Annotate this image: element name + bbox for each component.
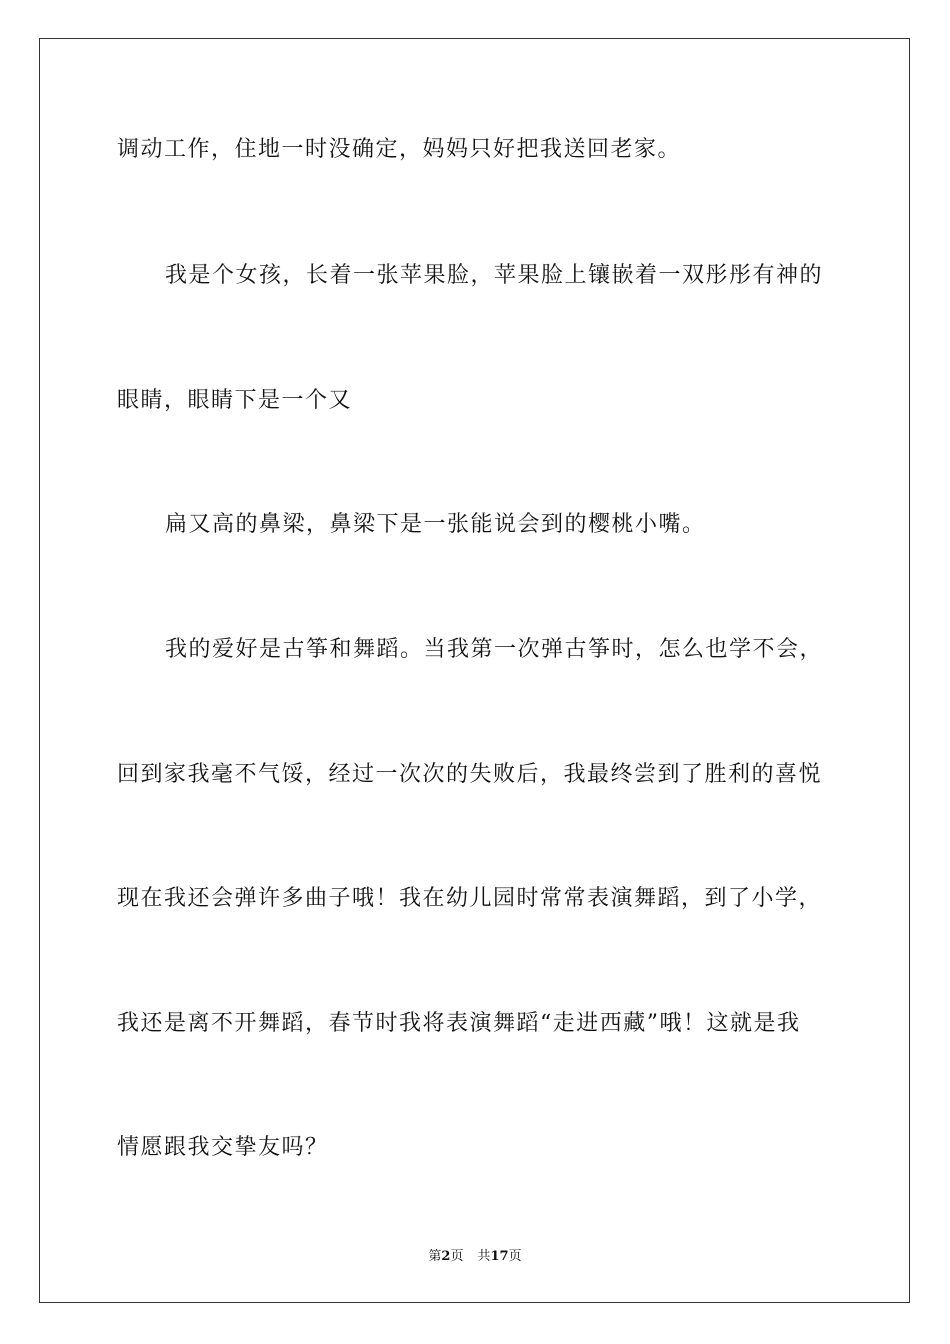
text-line-4: 扁又高的鼻梁，鼻梁下是一张能说会到的樱桃小嘴。 — [165, 512, 706, 537]
total-pages: 17 — [490, 1249, 509, 1264]
page-number: 2 — [441, 1249, 451, 1264]
text-line-1: 调动工作，住地一时没确定，妈妈只好把我送回老家。 — [117, 137, 682, 162]
page-frame — [39, 38, 910, 1303]
text-line-9: 情愿跟我交挚友吗？ — [117, 1135, 329, 1160]
total-prefix: 共 — [477, 1249, 491, 1264]
page-prefix: 第 — [428, 1249, 442, 1264]
text-line-7: 现在我还会弹许多曲子哦！我在幼儿园时常常表演舞蹈，到了小学， — [117, 886, 823, 911]
text-line-6: 回到家我毫不气馁，经过一次次的失败后，我最终尝到了胜利的喜悦 — [117, 762, 823, 787]
page-footer — [0, 1248, 950, 1266]
total-suffix: 页 — [508, 1249, 522, 1264]
text-line-5: 我的爱好是古筝和舞蹈。当我第一次弹古筝时，怎么也学不会， — [165, 637, 824, 662]
page-suffix: 页 — [450, 1249, 464, 1264]
text-line-8: 我还是离不开舞蹈，春节时我将表演舞蹈“走进西藏”哦！这就是我 — [117, 1011, 801, 1036]
text-line-2: 我是个女孩，长着一张苹果脸，苹果脸上镶嵌着一双彤彤有神的 — [165, 263, 824, 288]
text-line-3: 眼睛，眼睛下是一个又 — [117, 388, 353, 413]
